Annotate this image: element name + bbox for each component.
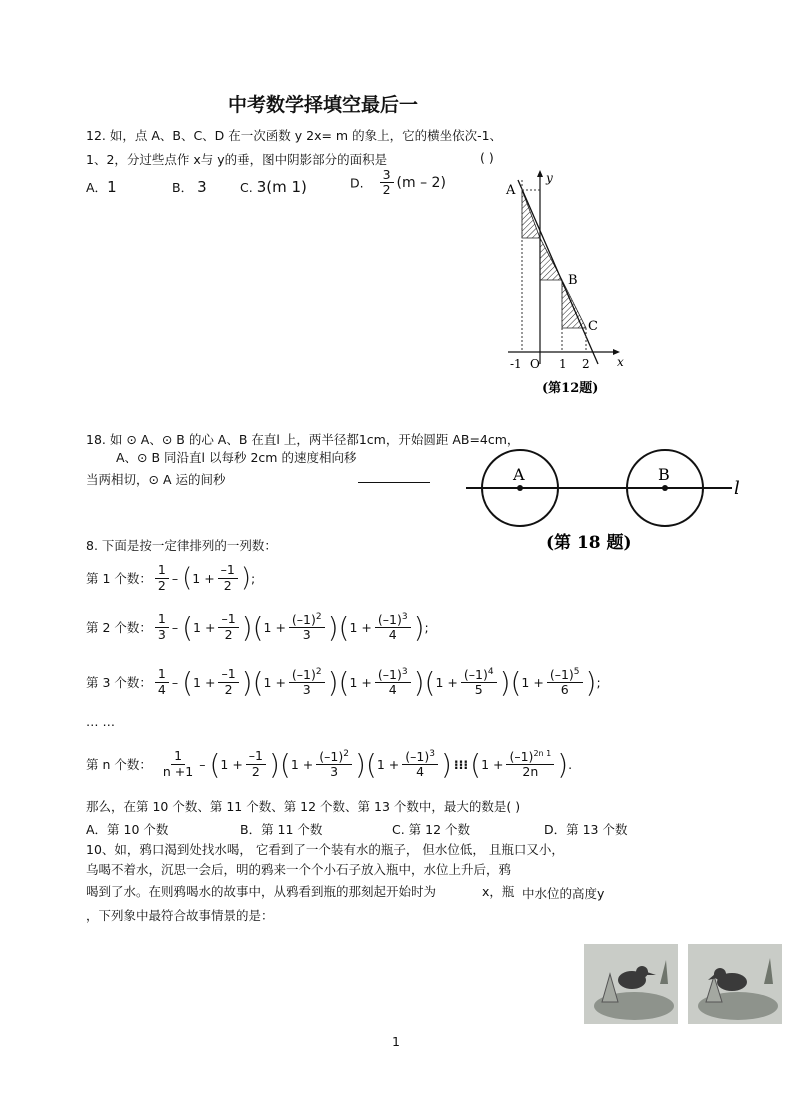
q12-option-c: C. 3(m 1) xyxy=(240,178,307,196)
q8-question: 那么，在第 10 个数、第 11 个数、第 12 个数、第 13 个数中，最大的数是( ) xyxy=(86,799,521,814)
figure-caption-18: (第 18 题) xyxy=(546,533,632,553)
q12-line2: 1、2，分过些点作 x与 y的垂，图中阴影部分的面积是 xyxy=(86,152,388,167)
page-number: 1 xyxy=(392,1034,400,1049)
page-title: 中考数学择填空最后一 xyxy=(228,94,419,116)
line-l-label: l xyxy=(734,478,740,499)
q18-line1: 18. 如 ⊙ A、⊙ B 的心 A、B 在直l 上，两半径都1cm，开始圆距 AB=4cm， xyxy=(86,432,520,447)
q12-line1: 12. 如，点 A、B、C、D 在一次函数 y 2x= m 的象上，它的横坐依次-1、 xyxy=(86,128,503,143)
q8-item-n: 第 n 个数： $\frac{1}{n +1}$ – ( 1 + $\frac{-1}{2}$ )( 1 + $\frac{(-1)^2}{3}$ )( 1 + $\frac{(-1)^3}{4}$ ) ⁝⁝⁝ ( 1 + $\frac{(-1)^{2n 1}}{2n}$ ) . xyxy=(86,747,573,781)
q12-option-a: A．1 xyxy=(86,178,117,196)
q10-line3b: x，瓶 xyxy=(482,884,515,899)
center-a xyxy=(517,485,523,491)
q10-line2: 乌喝不着水，沉思一会后，明的鸦来一个个小石子放入瓶中，水位上升后，鸦 xyxy=(86,862,512,877)
q8-ellipsis: … … xyxy=(86,714,115,729)
q18-line3: 当两相切，⊙ A 运的间秒 xyxy=(86,472,226,487)
circle-b-label: B xyxy=(658,465,670,484)
q18-line2: A、⊙ B 同沿直l 以每秒 2cm 的速度相向移 xyxy=(116,450,357,465)
q8-option-d: D．第 13 个数 xyxy=(544,822,628,837)
crow-illustration-1 xyxy=(584,944,678,1024)
tick-label-neg1: -1 xyxy=(510,357,522,371)
q8-option-b: B．第 11 个数 xyxy=(240,822,323,837)
center-b xyxy=(662,485,668,491)
q12-figure xyxy=(500,168,630,400)
tick-label-origin: O xyxy=(530,357,540,371)
q10-line3: 喝到了水。在则鸦喝水的故事中，从鸦看到瓶的那刻起开始时为 xyxy=(86,884,437,899)
point-c-label: C xyxy=(588,319,598,334)
q18-answer-blank xyxy=(358,482,430,483)
tick-label-1: 1 xyxy=(559,357,567,371)
q10-line4: ，下列象中最符合故事情景的是： xyxy=(86,908,274,923)
x-axis-label: x xyxy=(617,355,624,369)
figure-caption: (第12题) xyxy=(542,381,599,396)
q12-option-b: B． 3 xyxy=(172,178,207,196)
q8-option-a: A．第 10 个数 xyxy=(86,822,169,837)
q8-item-3: 第 3 个数： $\frac{1}{4}$ – ( 1 + $\frac{-1}{2}$ )( 1 + $\frac{(-1)^2}{3}$ )( 1 + $\frac{(-1)^3}{4}$ )( 1 + $\frac{(-1)^4}{5}$ )( 1 + $\frac{(-1)^5}{6}$ ) ; xyxy=(86,665,601,699)
crow-illustration-2 xyxy=(688,944,782,1024)
shaded-region-1 xyxy=(522,190,540,238)
y-axis-arrow xyxy=(537,170,543,177)
y-axis-label: y xyxy=(546,171,553,185)
point-b-label: B xyxy=(568,273,578,288)
q12-option-d: D. $\frac{3}{2}$ (m – 2) xyxy=(350,167,446,198)
q8-intro: 8. 下面是按一定律排列的一列数： xyxy=(86,538,277,553)
q8-item-2: 第 2 个数： $\frac{1}{3}$ – ( 1 + $\frac{-1}{2}$ )( 1 + $\frac{(-1)^2}{3}$ )( 1 + $\frac{(-1)^3}{4}$ ) ; xyxy=(86,610,429,644)
circle-a-label: A xyxy=(513,465,525,484)
q12-answer-bracket: ( ) xyxy=(480,150,494,165)
point-a-label: A xyxy=(506,183,516,198)
tick-label-2: 2 xyxy=(582,357,590,371)
q18-figure xyxy=(462,448,752,558)
q8-item-1: 第 1 个数： $\frac{1}{2}$ – ( 1 + $\frac{-1}{2}$ ) ; xyxy=(86,562,256,593)
q10-line3c: 中水位的高度y xyxy=(522,886,605,901)
q10-line1: 10、如，鸦口渴到处找水喝， 它看到了一个装有水的瓶子， 但水位低， 且瓶口又小， xyxy=(86,842,564,857)
q8-option-c: C. 第 12 个数 xyxy=(392,822,471,837)
